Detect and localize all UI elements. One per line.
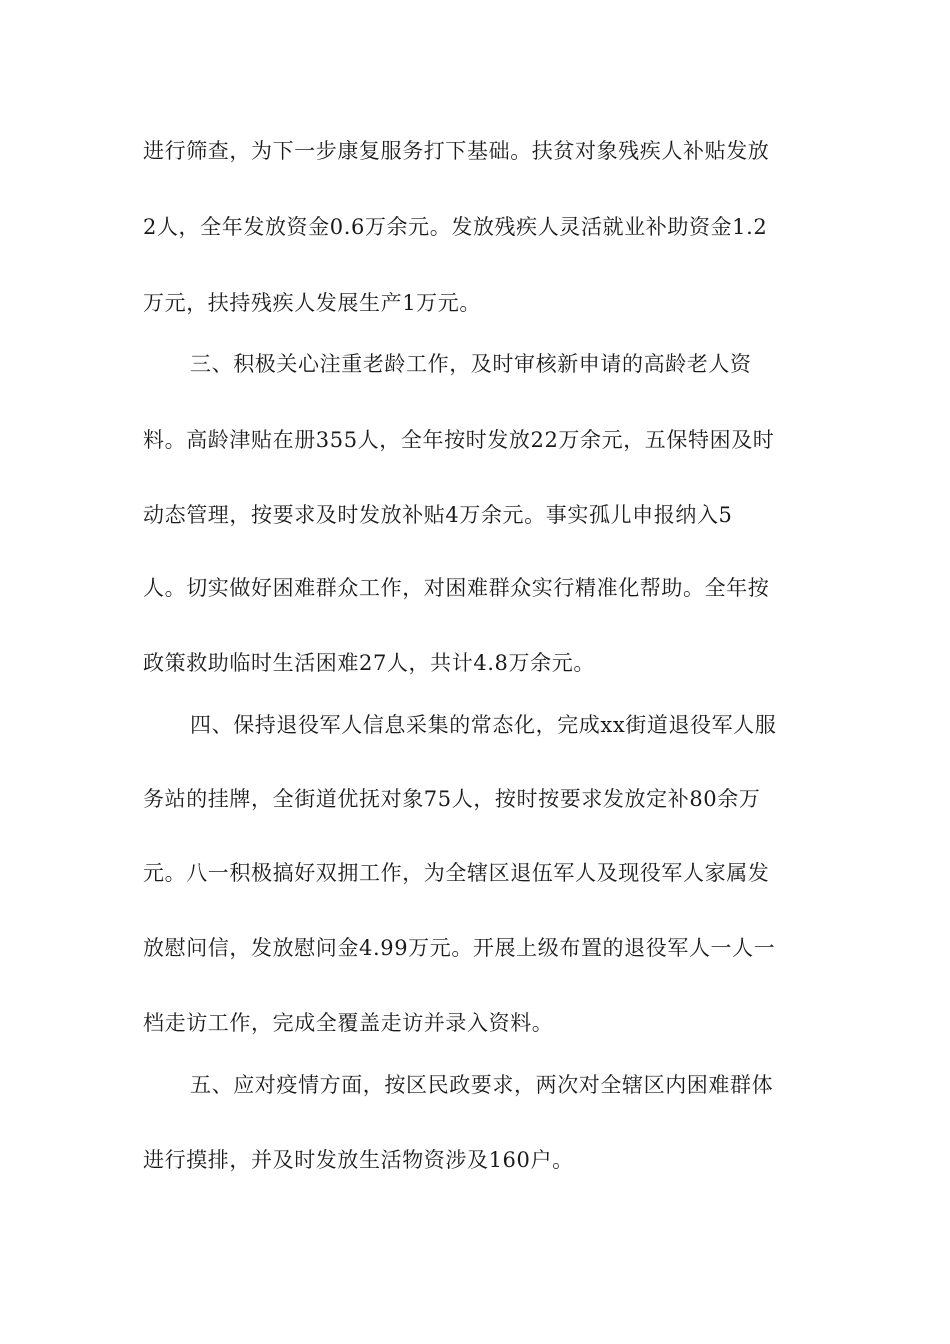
text-line: 料。高龄津贴在册355人，全年按时发放22万余元，五保特困及时: [143, 428, 775, 452]
text-line: 人。切实做好困难群众工作，对困难群众实行精准化帮助。全年按: [143, 576, 770, 600]
text-line: 2人，全年发放资金0.6万余元。发放残疾人灵活就业补助资金1.2: [143, 215, 768, 239]
text-line: 元。八一积极搞好双拥工作，为全辖区退伍军人及现役军人家属发: [143, 861, 770, 885]
text-line: 档走访工作，完成全覆盖走访并录入资料。: [143, 1011, 554, 1035]
section-four-heading-line: 四、保持退役军人信息采集的常态化，完成xx街道退役军人服: [190, 713, 777, 737]
text-line: 进行筛查，为下一步康复服务打下基础。扶贫对象残疾人补贴发放: [143, 139, 770, 163]
text-line: 务站的挂牌，全街道优抚对象75人，按时按要求发放定补80余万: [143, 787, 761, 811]
text-line: 放慰问信，发放慰问金4.99万元。开展上级布置的退役军人一人一: [143, 936, 776, 960]
text-line: 进行摸排，并及时发放生活物资涉及160户。: [143, 1148, 574, 1172]
text-line: 政策救助临时生活困难27人，共计4.8万余元。: [143, 651, 595, 675]
text-line: 动态管理，按要求及时发放补贴4万余元。事实孤儿申报纳入5: [143, 503, 733, 527]
section-three-heading-line: 三、积极关心注重老龄工作，及时审核新申请的高龄老人资: [190, 352, 752, 376]
text-line: 万元，扶持残疾人发展生产1万元。: [143, 291, 481, 315]
section-five-heading-line: 五、应对疫情方面，按区民政要求，两次对全辖区内困难群体: [190, 1073, 774, 1097]
